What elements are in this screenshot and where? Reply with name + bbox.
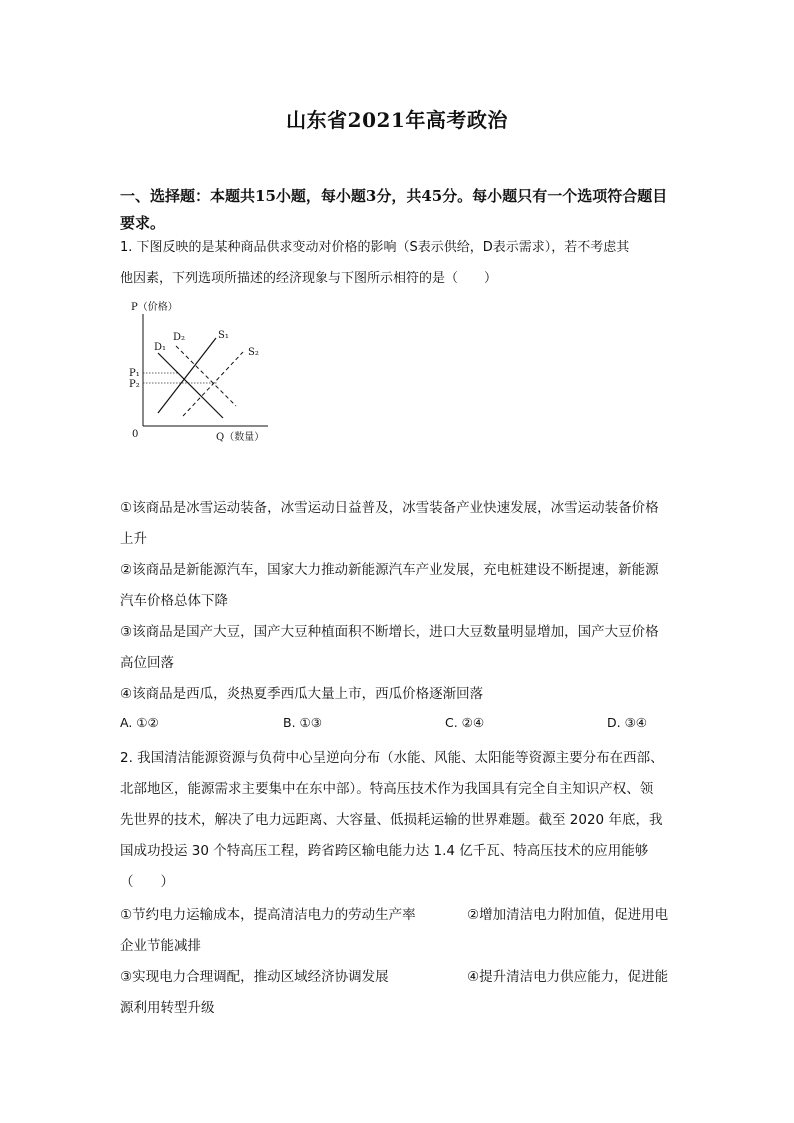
q2-item-3: ③实现电力合理调配，推动区域经济协调发展 — [120, 969, 389, 985]
q2-stem-line-3: 先世界的技术，解决了电力远距离、大容量、低损耗运输的世界难题。截至 2020 年底，我 — [120, 812, 663, 828]
q1-item-1-line-2: 上升 — [120, 531, 147, 547]
q1-stem-line-1: 1. 下图反映的是某种商品供求变动对价格的影响（S表示供给，D表示需求），若不考虑其 — [120, 240, 630, 255]
d2-label: D₂ — [173, 332, 186, 343]
q2-stem-line-1: 2. 我国清洁能源资源与负荷中心呈逆向分布（水能、风能、太阳能等资源主要分布在西部、 — [120, 750, 664, 766]
q1-item-2-line-2: 汽车价格总体下降 — [120, 593, 228, 609]
q2-stem-line-4: 国成功投运 30 个特高压工程，跨省跨区输电能力达 1.4 亿千瓦、特高压技术的应用能够 — [120, 843, 649, 859]
q1-option-b: B. ①③ — [283, 715, 322, 730]
x-axis-label: Q（数量） — [216, 432, 265, 443]
s1-label: S₁ — [218, 330, 229, 341]
d1-label: D₁ — [154, 342, 167, 353]
origin-label: 0 — [132, 429, 139, 440]
p1-label: P₁ — [129, 368, 140, 379]
page-title: 山东省2021年高考政治 — [286, 108, 508, 132]
q1-option-a: A. ①② — [120, 715, 159, 730]
q1-item-4: ④该商品是西瓜，炎热夏季西瓜大量上市，西瓜价格逐渐回落 — [120, 686, 484, 702]
q1-item-2-line-1: ②该商品是新能源汽车，国家大力推动新能源汽车产业发展，充电桩建设不断提速，新能源 — [120, 562, 659, 578]
q1-item-3-line-1: ③该商品是国产大豆，国产大豆种植面积不断增长，进口大豆数量明显增加，国产大豆价格 — [120, 624, 659, 640]
q1-option-c: C. ②④ — [445, 715, 485, 730]
q2-item-4-line-1: ④提升清洁电力供应能力，促进能 — [467, 969, 669, 985]
q2-item-2-line-2: 企业节能减排 — [120, 938, 201, 954]
q1-option-d: D. ③④ — [607, 715, 647, 730]
p2-label: P₂ — [129, 379, 140, 390]
q1-item-3-line-2: 高位回落 — [120, 655, 174, 671]
supply-demand-graph — [118, 298, 278, 446]
q2-stem-line-2: 北部地区，能源需求主要集中在东中部）。特高压技术作为我国具有完全自主知识产权、领 — [120, 781, 654, 797]
q2-stem-line-5: （ ） — [120, 874, 174, 890]
s2-label: S₂ — [248, 347, 259, 358]
q2-item-4-line-2: 源利用转型升级 — [120, 1000, 215, 1016]
section-heading: 一、选择题：本题共15小题，每小题3分，共45分。每小题只有一个选项符合题目要求。 — [120, 187, 668, 232]
q2-item-1: ①节约电力运输成本，提高清洁电力的劳动生产率 — [120, 907, 416, 923]
q2-item-2-line-1: ②增加清洁电力附加值，促进用电 — [467, 907, 669, 923]
demand-curve-d2 — [176, 346, 236, 406]
q1-item-1-line-1: ①该商品是冰雪运动装备，冰雪运动日益普及，冰雪装备产业快速发展，冰雪运动装备价格 — [120, 500, 659, 516]
y-axis-label: P（价格） — [131, 302, 178, 313]
q1-stem-line-2: 他因素，下列选项所描述的经济现象与下图所示相符的是（ ） — [120, 271, 498, 286]
